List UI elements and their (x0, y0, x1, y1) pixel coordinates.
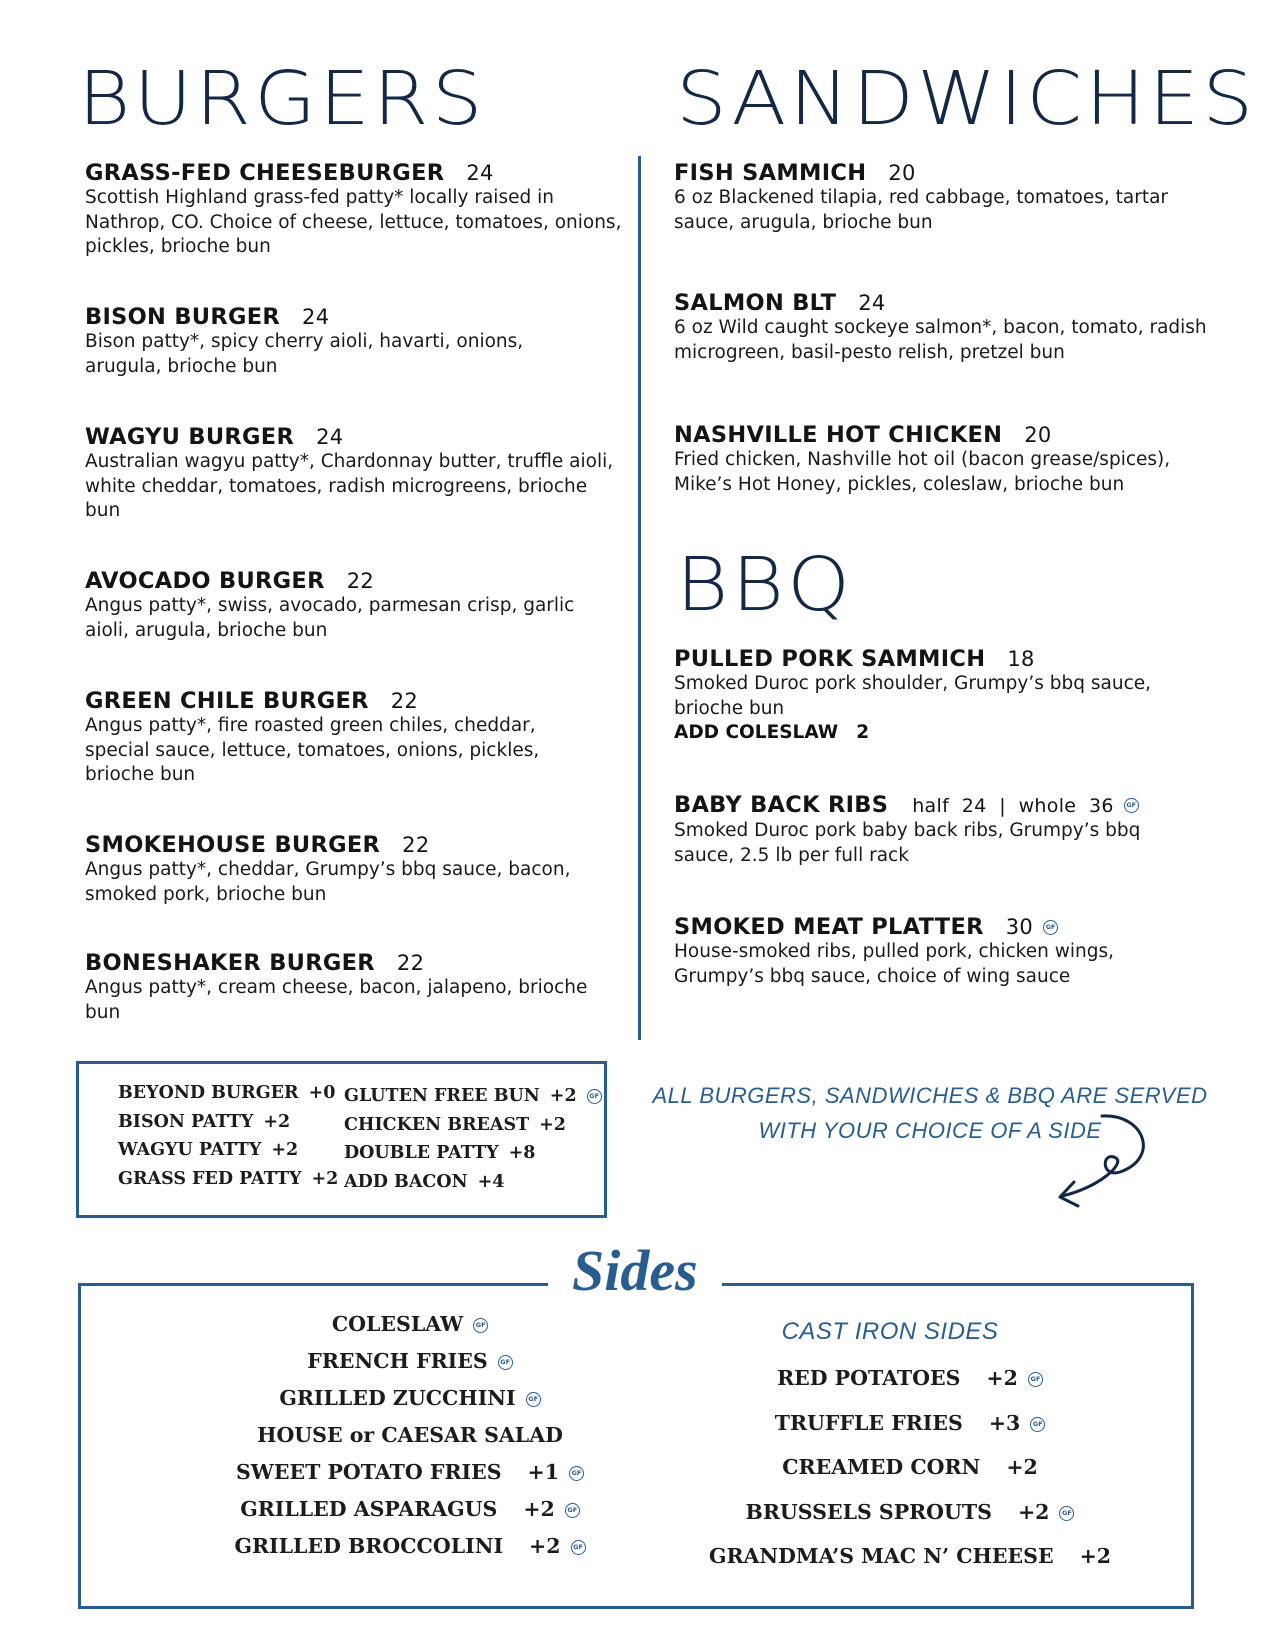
side-item: RED POTATOES +2 GF (660, 1356, 1160, 1401)
side-item: GRILLED ZUCCHINI GF (140, 1380, 680, 1417)
item-description: 6 oz Blackened tilapia, red cabbage, tomatoes, tartar sauce, arugula, brioche bun (674, 187, 1169, 233)
item-price: 20 (888, 161, 916, 185)
item-name: GREEN CHILE BURGER (85, 688, 369, 714)
item-price: 22 (346, 569, 375, 593)
sides-rule-right (722, 1283, 1194, 1286)
cast-iron-sides-title: CAST IRON SIDES (781, 1318, 999, 1345)
item-price: 24 (316, 425, 344, 449)
addon-row: BEYOND BURGER +0 (118, 1083, 336, 1103)
item-description: Smoked Duroc pork shoulder, Grumpy’s bbq sauce, brioche bun (674, 673, 1152, 719)
gluten-free-icon: GF (571, 1540, 586, 1555)
item-name: PULLED PORK SAMMICH (674, 646, 986, 672)
menu-item (674, 290, 1214, 365)
menu-item (85, 424, 625, 524)
addon-row: BISON PATTY +2 (118, 1111, 291, 1132)
gluten-free-icon: GF (526, 1392, 541, 1407)
item-name: SMOKED MEAT PLATTER (674, 914, 984, 940)
item-description: Angus patty*, swiss, avocado, parmesan crisp, garlic aioli, arugula, brioche bun (85, 595, 575, 641)
gluten-free-icon: GF (473, 1318, 488, 1333)
item-name: GRASS-FED CHEESEBURGER (85, 160, 445, 186)
item-addon: ADD COLESLAW 2 (674, 722, 870, 743)
addon-row: GLUTEN FREE BUN +2 GF (344, 1082, 602, 1111)
item-description: Australian wagyu patty*, Chardonnay butter, truffle aioli, white cheddar, tomatoes, radish microgreens, brioche bun (85, 451, 614, 521)
gluten-free-icon: GF (1030, 1417, 1045, 1432)
gluten-free-icon: GF (587, 1089, 602, 1104)
menu-item (85, 160, 625, 260)
item-name: FISH SAMMICH (674, 160, 867, 186)
menu-item (674, 646, 1164, 745)
item-price: 22 (390, 689, 419, 713)
item-price: 24 (466, 161, 494, 185)
item-name: SALMON BLT (674, 290, 837, 316)
menu-item (674, 422, 1234, 497)
side-item: SWEET POTATO FRIES +1 GF (140, 1454, 680, 1491)
item-description: Angus patty*, cheddar, Grumpy’s bbq sauce, bacon, smoked pork, brioche bun (85, 859, 571, 905)
cast-iron-sides-list (660, 1356, 1160, 1579)
item-description: 6 oz Wild caught sockeye salmon*, bacon, tomato, radish microgreen, basil-pesto relish, pretzel bun (674, 317, 1207, 363)
item-name: WAGYU BURGER (85, 424, 295, 450)
addons-left-column (118, 1079, 338, 1193)
item-description: House-smoked ribs, pulled pork, chicken wings, Grumpy’s bbq sauce, choice of wing sauce (674, 941, 1114, 987)
item-price: 22 (396, 951, 425, 975)
menu-item (85, 950, 625, 1025)
item-name: BISON BURGER (85, 304, 281, 330)
column-divider (638, 156, 641, 1040)
addon-row: GRASS FED PATTY +2 (118, 1168, 339, 1189)
gluten-free-icon: GF (1043, 920, 1058, 935)
item-description: Angus patty*, fire roasted green chiles, cheddar, special sauce, lettuce, tomatoes, onions, pickles, brioche bun (85, 715, 540, 785)
item-price: 18 (1007, 647, 1035, 671)
menu-item (674, 160, 1184, 235)
gluten-free-icon: GF (1124, 798, 1139, 813)
basic-sides-list (140, 1306, 680, 1565)
item-name: BABY BACK RIBS (674, 792, 889, 818)
item-price: half 24 | whole 36 (912, 795, 1114, 817)
curved-arrow-icon (1050, 1110, 1160, 1210)
item-price: 24 (858, 291, 886, 315)
item-description: Smoked Duroc pork baby back ribs, Grumpy’s bbq sauce, 2.5 lb per full rack (674, 820, 1141, 866)
addon-row: ADD BACON +4 (344, 1171, 505, 1192)
addon-row: WAGYU PATTY +2 (118, 1140, 299, 1160)
menu-item (85, 688, 605, 788)
item-price: 24 (302, 305, 330, 329)
menu-item (85, 304, 595, 379)
sandwiches-heading: SANDWICHES (676, 56, 1257, 142)
sides-title: Sides (572, 1238, 698, 1303)
item-name: NASHVILLE HOT CHICKEN (674, 422, 1003, 448)
gluten-free-icon: GF (565, 1503, 580, 1518)
item-description: Scottish Highland grass-fed patty* locally raised in Nathrop, CO. Choice of cheese, lettuce, tomatoes, onions, pickles, brioche bun (85, 187, 622, 257)
item-description: Angus patty*, cream cheese, bacon, jalapeno, brioche bun (85, 977, 588, 1023)
item-description: Bison patty*, spicy cherry aioli, havarti, onions, arugula, brioche bun (85, 331, 524, 377)
menu-item (674, 792, 1194, 868)
item-price: 22 (402, 833, 430, 857)
gluten-free-icon: GF (1028, 1372, 1043, 1387)
menu-item (85, 832, 615, 907)
item-price: 30 (1005, 915, 1034, 939)
item-name: AVOCADO BURGER (85, 568, 325, 594)
menu-item (85, 568, 595, 643)
side-item: TRUFFLE FRIES +3 GF (660, 1401, 1160, 1446)
item-name: BONESHAKER BURGER (85, 950, 375, 976)
bbq-heading: BBQ (676, 542, 854, 628)
addon-row: CHICKEN BREAST +2 (344, 1114, 566, 1135)
side-item: BRUSSELS SPROUTS +2 GF (660, 1490, 1160, 1535)
side-item: COLESLAW GF (140, 1306, 680, 1343)
item-description: Fried chicken, Nashville hot oil (bacon grease/spices), Mike’s Hot Honey, pickles, coleslaw, brioche bun (674, 449, 1171, 495)
item-name: SMOKEHOUSE BURGER (85, 832, 381, 858)
side-item: FRENCH FRIES GF (140, 1343, 680, 1380)
addons-right-column (344, 1082, 602, 1196)
side-note: ALL BURGERS, SANDWICHES & BBQ ARE SERVED WITH YOUR CHOICE OF A SIDE (652, 1083, 1208, 1143)
side-item: HOUSE or CAESAR SALAD (257, 1423, 563, 1447)
side-item: GRILLED ASPARAGUS +2 GF (140, 1491, 680, 1528)
sides-rule-left (78, 1283, 548, 1286)
gluten-free-icon: GF (1059, 1506, 1074, 1521)
side-item: GRILLED BROCCOLINI +2 GF (140, 1528, 680, 1565)
menu-item (674, 914, 1194, 989)
item-price: 20 (1024, 423, 1052, 447)
gluten-free-icon: GF (569, 1466, 584, 1481)
addon-row: DOUBLE PATTY +8 (344, 1143, 536, 1163)
side-item: GRANDMA’S MAC N’ CHEESE +2 (708, 1544, 1112, 1568)
gluten-free-icon: GF (498, 1355, 513, 1370)
burgers-heading: BURGERS (78, 56, 486, 142)
side-item: CREAMED CORN +2 (782, 1455, 1038, 1479)
